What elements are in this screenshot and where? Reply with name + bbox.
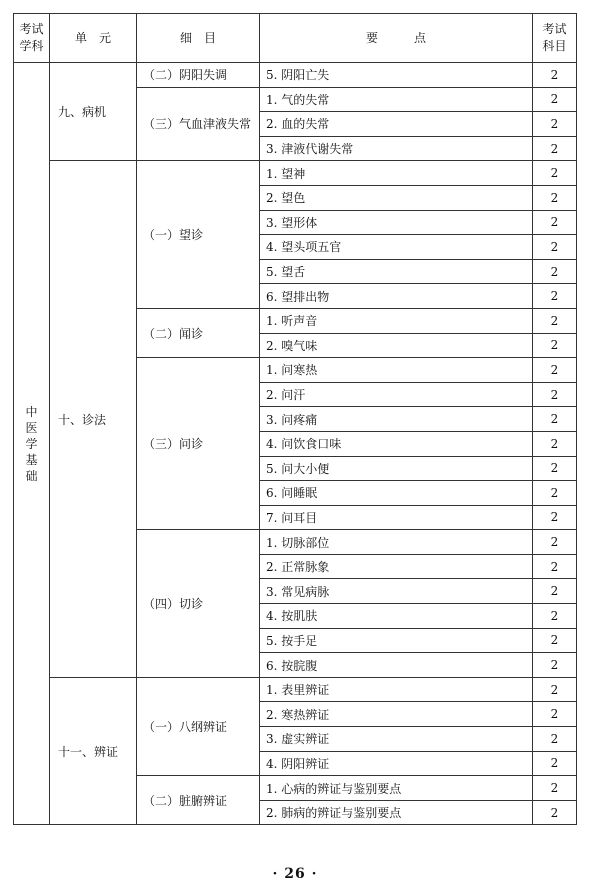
exam-value-cell: 2 [533,210,577,235]
exam-value-cell: 2 [533,87,577,112]
exam-value-cell: 2 [533,112,577,137]
header-subject: 考试学科 [14,14,50,63]
detail-cell: （二）闻诊 [137,308,260,357]
exam-value-cell: 2 [533,382,577,407]
exam-value-cell: 2 [533,677,577,702]
point-cell: 1. 心病的辨证与鉴别要点 [260,776,533,801]
header-exam: 考试科目 [533,14,577,63]
point-cell: 6. 按脘腹 [260,653,533,678]
point-cell: 3. 津液代谢失常 [260,136,533,161]
point-cell: 5. 问大小便 [260,456,533,481]
exam-value-cell: 2 [533,456,577,481]
point-cell: 2. 问汗 [260,382,533,407]
exam-value-cell: 2 [533,235,577,260]
point-cell: 2. 肺病的辨证与鉴别要点 [260,800,533,825]
exam-value-cell: 2 [533,136,577,161]
point-cell: 4. 阴阳辨证 [260,751,533,776]
table-row [14,677,577,702]
header-point: 要 点 [260,14,533,63]
point-cell: 2. 寒热辨证 [260,702,533,727]
exam-value-cell: 2 [533,284,577,309]
point-cell: 2. 血的失常 [260,112,533,137]
exam-value-cell: 2 [533,800,577,825]
point-cell: 2. 望色 [260,185,533,210]
exam-value-cell: 2 [533,628,577,653]
unit-cell: 十一、辨证 [50,677,137,825]
page-number: · 26 · [272,866,318,882]
subject-label: 中医学基础 [25,404,38,483]
detail-cell: （一）望诊 [137,161,260,309]
point-cell: 5. 望舌 [260,259,533,284]
point-cell: 1. 气的失常 [260,87,533,112]
point-cell: 5. 按手足 [260,628,533,653]
exam-value-cell: 2 [533,776,577,801]
point-cell: 4. 按肌肤 [260,604,533,629]
table-row [14,63,577,88]
exam-value-cell: 2 [533,481,577,506]
point-cell: 6. 望排出物 [260,284,533,309]
detail-cell: （一）八纲辨证 [137,677,260,775]
exam-value-cell: 2 [533,63,577,88]
exam-value-cell: 2 [533,407,577,432]
point-cell: 4. 望头项五官 [260,235,533,260]
point-cell: 1. 表里辨证 [260,677,533,702]
exam-value-cell: 2 [533,727,577,752]
syllabus-table [13,13,577,825]
detail-cell: （二）脏腑辨证 [137,776,260,825]
point-cell: 2. 嗅气味 [260,333,533,358]
point-cell: 2. 正常脉象 [260,554,533,579]
detail-cell: （二）阴阳失调 [137,63,260,88]
table-header-row [14,14,577,63]
detail-cell: （四）切诊 [137,530,260,678]
exam-value-cell: 2 [533,185,577,210]
exam-value-cell: 2 [533,579,577,604]
point-cell: 6. 问睡眠 [260,481,533,506]
header-unit: 单 元 [50,14,137,63]
point-cell: 3. 望形体 [260,210,533,235]
point-cell: 1. 听声音 [260,308,533,333]
exam-value-cell: 2 [533,505,577,530]
subject-cell [14,63,50,825]
detail-cell: （三）问诊 [137,358,260,530]
point-cell: 1. 问寒热 [260,358,533,383]
unit-cell: 十、诊法 [50,161,137,677]
header-detail: 细 目 [137,14,260,63]
point-cell: 4. 问饮食口味 [260,431,533,456]
table-row [14,161,577,186]
exam-value-cell: 2 [533,751,577,776]
exam-value-cell: 2 [533,259,577,284]
point-cell: 3. 问疼痛 [260,407,533,432]
exam-value-cell: 2 [533,333,577,358]
point-cell: 3. 常见病脉 [260,579,533,604]
exam-value-cell: 2 [533,530,577,555]
exam-value-cell: 2 [533,431,577,456]
exam-value-cell: 2 [533,308,577,333]
detail-cell: （三）气血津液失常 [137,87,260,161]
table-body [14,63,577,825]
point-cell: 3. 虚实辨证 [260,727,533,752]
exam-value-cell: 2 [533,702,577,727]
point-cell: 7. 问耳目 [260,505,533,530]
exam-value-cell: 2 [533,604,577,629]
exam-value-cell: 2 [533,653,577,678]
point-cell: 1. 切脉部位 [260,530,533,555]
point-cell: 5. 阴阳亡失 [260,63,533,88]
unit-cell: 九、病机 [50,63,137,161]
exam-value-cell: 2 [533,554,577,579]
point-cell: 1. 望神 [260,161,533,186]
exam-value-cell: 2 [533,161,577,186]
exam-value-cell: 2 [533,358,577,383]
